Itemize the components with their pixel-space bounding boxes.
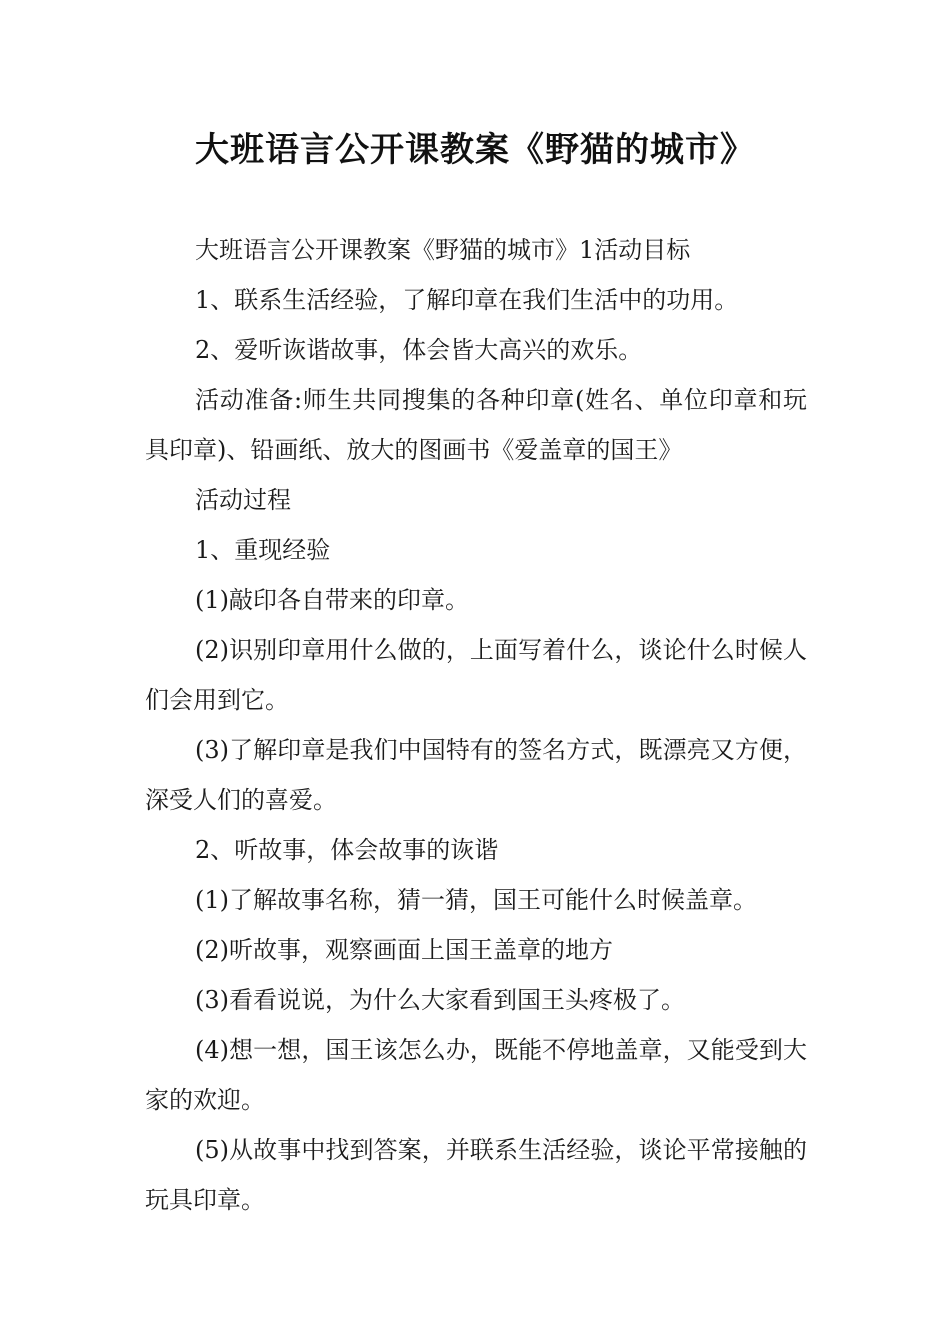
paragraph: 活动过程	[195, 486, 291, 514]
paragraph: (5)从故事中找到答案，并联系生活经验，谈论平常接触的玩具印章。	[145, 1136, 807, 1214]
paragraph: 2、爱听诙谐故事，体会皆大高兴的欢乐。	[195, 336, 643, 364]
paragraph: 活动准备:师生共同搜集的各种印章(姓名、单位印章和玩具印章)、铅画纸、放大的图画书《爱盖章的国王》	[145, 386, 807, 464]
paragraph: 1、重现经验	[195, 536, 331, 564]
paragraph: (2)听故事，观察画面上国王盖章的地方	[195, 936, 613, 964]
paragraph: (2)识别印章用什么做的，上面写着什么，谈论什么时候人们会用到它。	[145, 636, 807, 714]
paragraph: (1)了解故事名称，猜一猜，国王可能什么时候盖章。	[195, 886, 757, 914]
paragraph: 1、联系生活经验，了解印章在我们生活中的功用。	[195, 286, 739, 314]
paragraph: 2、听故事，体会故事的诙谐	[195, 836, 499, 864]
document-title: 大班语言公开课教案《野猫的城市》	[195, 130, 755, 170]
paragraph: (3)看看说说，为什么大家看到国王头疼极了。	[195, 986, 685, 1014]
paragraph: (1)敲印各自带来的印章。	[195, 586, 469, 614]
paragraph: (4)想一想，国王该怎么办，既能不停地盖章，又能受到大家的欢迎。	[145, 1036, 807, 1114]
paragraph: (3)了解印章是我们中国特有的签名方式，既漂亮又方便，深受人们的喜爱。	[145, 736, 807, 814]
paragraph: 大班语言公开课教案《野猫的城市》1活动目标	[195, 236, 691, 264]
document-body	[145, 225, 807, 1225]
